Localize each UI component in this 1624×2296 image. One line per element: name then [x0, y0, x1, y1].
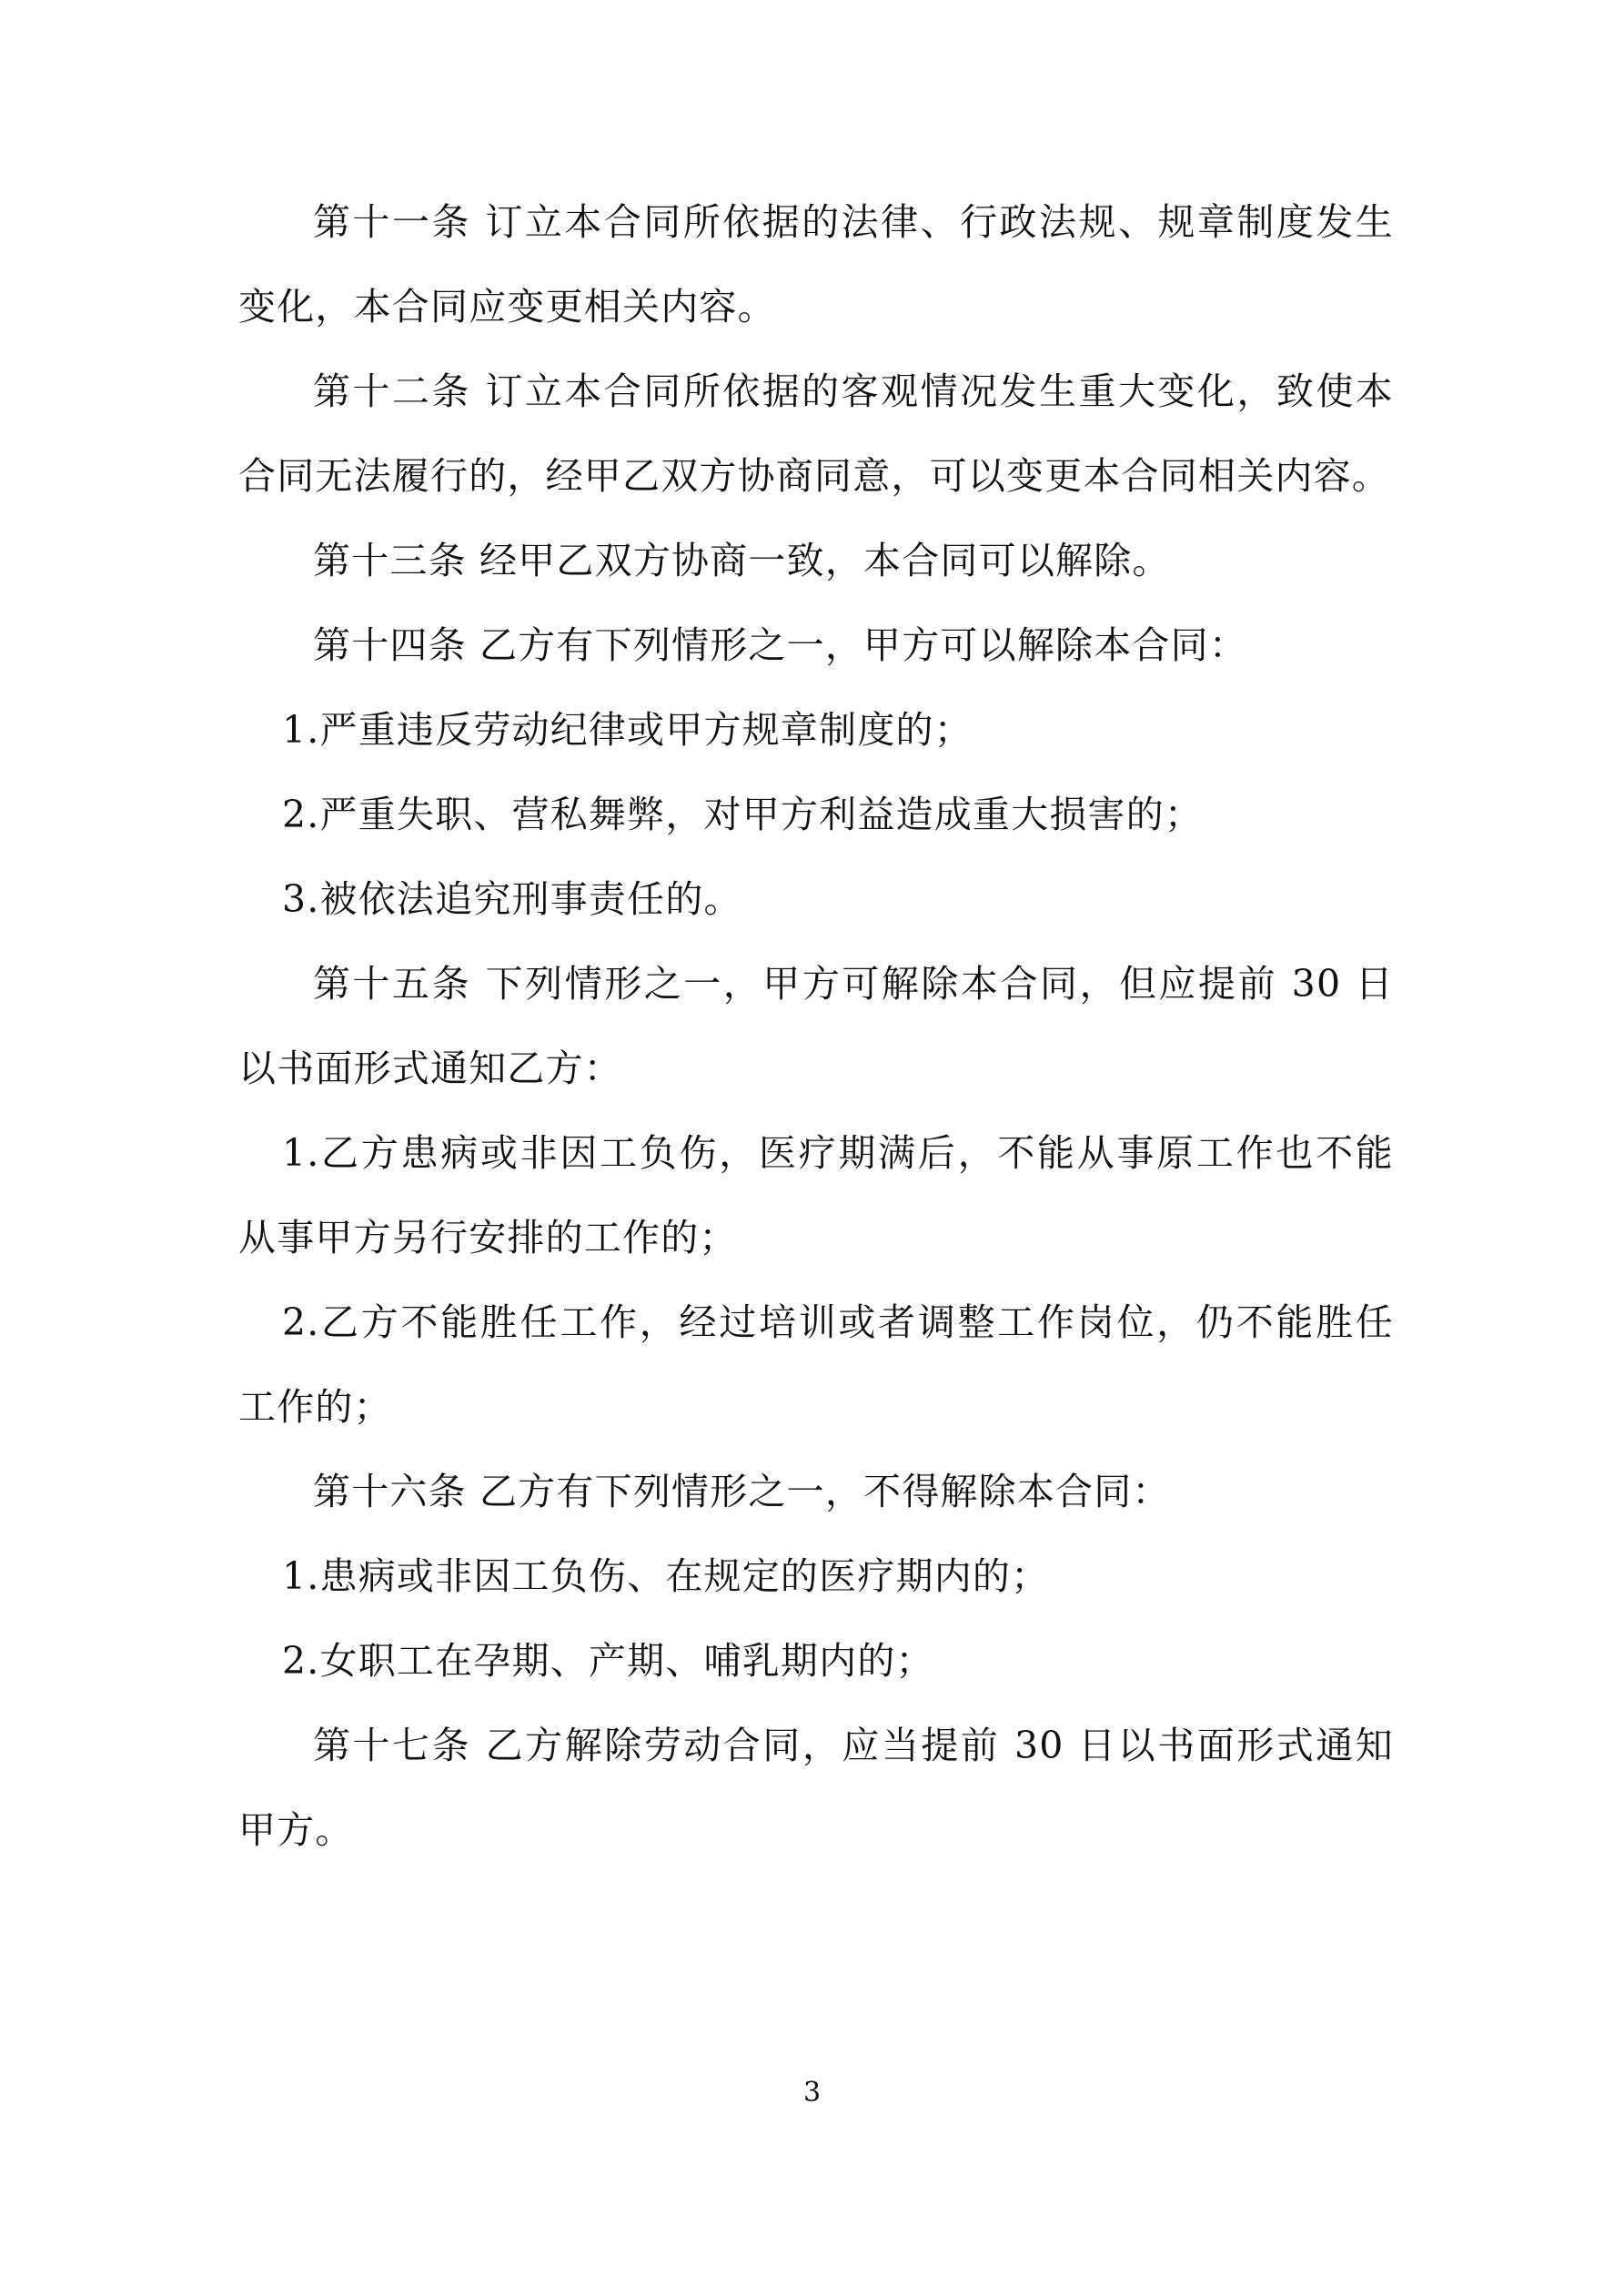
document-body	[238, 180, 1394, 1873]
paragraph-article-14-item-1: 1.严重违反劳动纪律或甲方规章制度的；	[282, 708, 973, 752]
paragraph-article-16-item-1: 1.患病或非因工负伤、在规定的医疗期内的；	[282, 1554, 1050, 1598]
paragraph-article-11: 第十一条 订立本合同所依据的法律、行政法规、规章制度发生变化，本合同应变更相关内容。	[238, 200, 1394, 329]
paragraph-article-15-item-2: 2.乙方不能胜任工作，经过培训或者调整工作岗位，仍不能胜任工作的；	[238, 1300, 1394, 1429]
paragraph-article-14-item-2: 2.严重失职、营私舞弊，对甲方利益造成重大损害的；	[282, 793, 1204, 836]
paragraph-article-13: 第十三条 经甲乙双方协商一致，本合同可以解除。	[313, 539, 1171, 582]
paragraph-article-15: 第十五条 下列情形之一，甲方可解除本合同，但应提前 30 日以书面形式通知乙方：	[238, 962, 1394, 1090]
paragraph-article-15-item-1: 1.乙方患病或非因工负伤，医疗期满后，不能从事原工作也不能从事甲方另行安排的工作的；	[238, 1131, 1394, 1259]
page-number: 3	[802, 2077, 822, 2109]
paragraph-article-16-item-2: 2.女职工在孕期、产期、哺乳期内的；	[282, 1639, 934, 1683]
paragraph-article-12: 第十二条 订立本合同所依据的客观情况发生重大变化，致使本合同无法履行的，经甲乙双方协商同意，可以变更本合同相关内容。	[238, 369, 1394, 498]
paragraph-article-14: 第十四条 乙方有下列情形之一，甲方可以解除本合同：	[313, 623, 1248, 667]
paragraph-article-14-item-3: 3.被依法追究刑事责任的。	[282, 877, 742, 921]
paragraph-article-16: 第十六条 乙方有下列情形之一，不得解除本合同：	[313, 1470, 1171, 1513]
paragraph-article-17: 第十七条 乙方解除劳动合同，应当提前 30 日以书面形式通知甲方。	[238, 1724, 1394, 1852]
